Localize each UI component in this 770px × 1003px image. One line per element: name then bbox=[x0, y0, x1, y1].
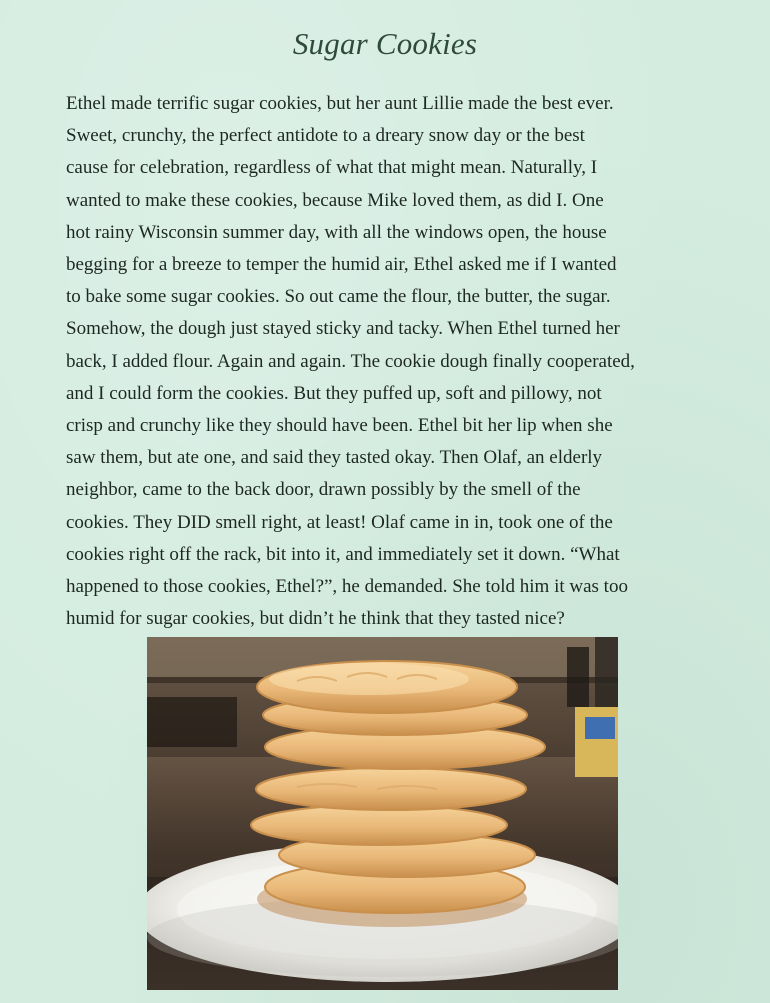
story-line: wanted to make these cookies, because Mike loved them, as did I. One bbox=[66, 189, 604, 211]
story-line: cause for celebration, regardless of what that might mean. Naturally, I bbox=[66, 157, 598, 179]
story-line: happened to those cookies, Ethel?”, he demanded. She told him it was too bbox=[66, 576, 628, 598]
story-line: saw them, but ate one, and said they tasted okay. Then Olaf, an elderly bbox=[66, 447, 603, 469]
cookie-stack-photo bbox=[147, 637, 618, 990]
story-line: back, I added flour. Again and again. The cookie dough finally cooperated, bbox=[66, 350, 635, 372]
story-line: cookies. They DID smell right, at least! Olaf came in in, took one of the bbox=[66, 511, 613, 533]
story-line: hot rainy Wisconsin summer day, with all the windows open, the house bbox=[66, 221, 607, 243]
page-title: Sugar Cookies bbox=[292, 26, 478, 61]
story-line: crisp and crunchy like they should have been. Ethel bit her lip when she bbox=[66, 415, 613, 437]
story-line: Somehow, the dough just stayed sticky and tacky. When Ethel turned her bbox=[66, 318, 620, 340]
story-line: to bake some sugar cookies. So out came the flour, the butter, the sugar. bbox=[66, 286, 611, 308]
story-line: begging for a breeze to temper the humid air, Ethel asked me if I wanted bbox=[66, 254, 617, 276]
story-line: neighbor, came to the back door, drawn possibly by the smell of the bbox=[66, 479, 581, 501]
story-line: Ethel made terrific sugar cookies, but her aunt Lillie made the best ever. bbox=[66, 93, 614, 114]
story-line: humid for sugar cookies, but didn’t he think that they tasted nice? bbox=[66, 608, 565, 630]
story-line: and I could form the cookies. But they puffed up, soft and pillowy, not bbox=[66, 382, 602, 404]
story-line: cookies right off the rack, bit into it, and immediately set it down. “What bbox=[66, 543, 620, 565]
cookie-stack-illustration bbox=[147, 637, 618, 990]
story-text bbox=[66, 88, 716, 635]
story-line: Sweet, crunchy, the perfect antidote to a dreary snow day or the best bbox=[66, 125, 585, 147]
